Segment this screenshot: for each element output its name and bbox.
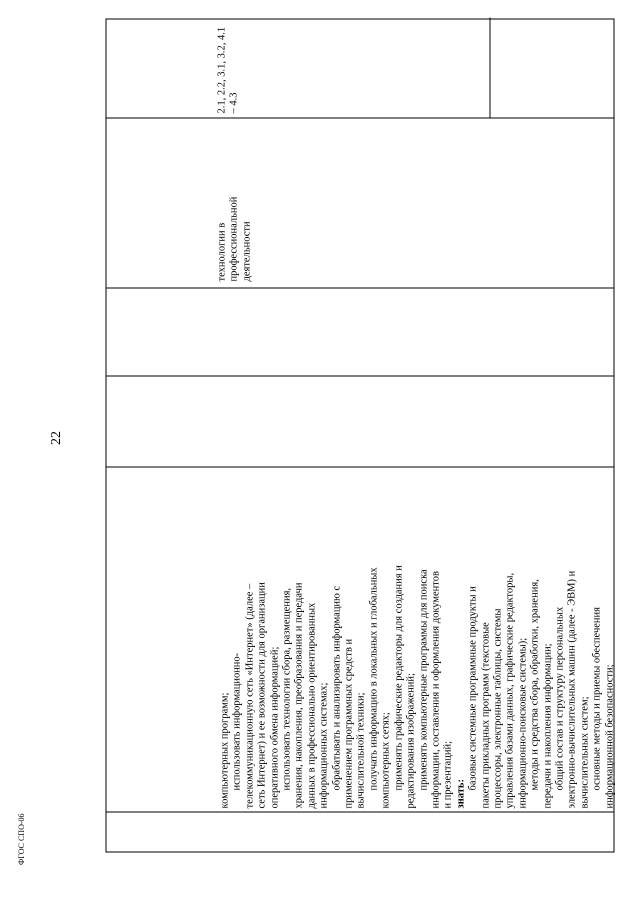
skill-line: вычислительной техники; [355,692,367,809]
skills-cell [220,469,617,809]
skill-line: основные методы и приемы обеспечения [591,607,603,791]
skill-line: использовать информационно- [231,652,243,791]
skill-line: электронно-вычислительных машин (далее - ЭВМ) и [566,570,578,809]
skill-line: информационных системах; [318,682,330,809]
skill-line: компьютерных программ; [219,692,231,809]
skill-line: применять графические редакторы для создания и [393,565,405,791]
column-hours-max [107,376,614,467]
skill-line: процессоры, электронные таблицы, системы [492,608,504,809]
skill-line: управления базами данных, графические редакторы, [504,572,516,809]
skill-line: пакеты прикладных программ (текстовые [480,622,492,809]
skill-line: редактирования изображений; [405,673,417,809]
skill-line: передачи и накопления информации; [542,643,554,809]
footer-code: ФГОС СПО-06 [17,813,26,865]
skill-line: базовые системные программные продукты и [467,586,479,791]
skill-line: оперативного обмена информацией; [269,646,281,809]
rotated-table-area [106,19,615,853]
skill-line: применять компьютерные программы для поиска [418,569,429,791]
skill-line: сеть Интернет) и ее возможности для организации [256,582,268,809]
skill-line: получать информацию в локальных и глобальных [368,567,380,791]
skill-line: телекоммуникационную сеть «Интернет» (далее – [244,583,256,809]
skill-line: использовать технологии сбора, размещения, [281,587,293,791]
competency-divider [490,18,491,118]
discipline-cell [217,190,254,282]
page-number: 22 [49,431,64,445]
skill-line: данных в профессионально ориентированных [306,602,318,809]
skill-line: информационно-поисковые системы); [517,637,529,809]
skill-line: методы и средства сбора, обработки, хранения, [529,579,541,791]
skill-line: хранения, накопления, преобразования и передачи [293,582,305,809]
skill-line: общий состав и структуру персональных [554,606,566,791]
column-index [107,812,614,852]
skill-line: информационной безопасности; [604,664,616,809]
standards-table [106,19,615,853]
skill-line: применением программных средств и [343,638,355,809]
competency-cell [217,22,242,114]
column-discipline [107,118,614,288]
column-hours-study [107,288,614,376]
skill-line: информации, составления и оформления документов [430,571,442,809]
competency-codes: 2.1, 2.2, 3.1, 3.2, 4.1 – 4.3 [216,26,240,114]
skill-line: вычислительных систем; [579,696,591,809]
skill-line: обрабатывать и анализировать информацию с [331,585,343,791]
discipline-text: технологии в профессиональной деятельности [216,196,253,282]
skill-line: компьютерных сетях; [380,712,392,809]
skill-line: знать: [455,779,467,809]
skill-line: и презентаций; [442,741,454,809]
